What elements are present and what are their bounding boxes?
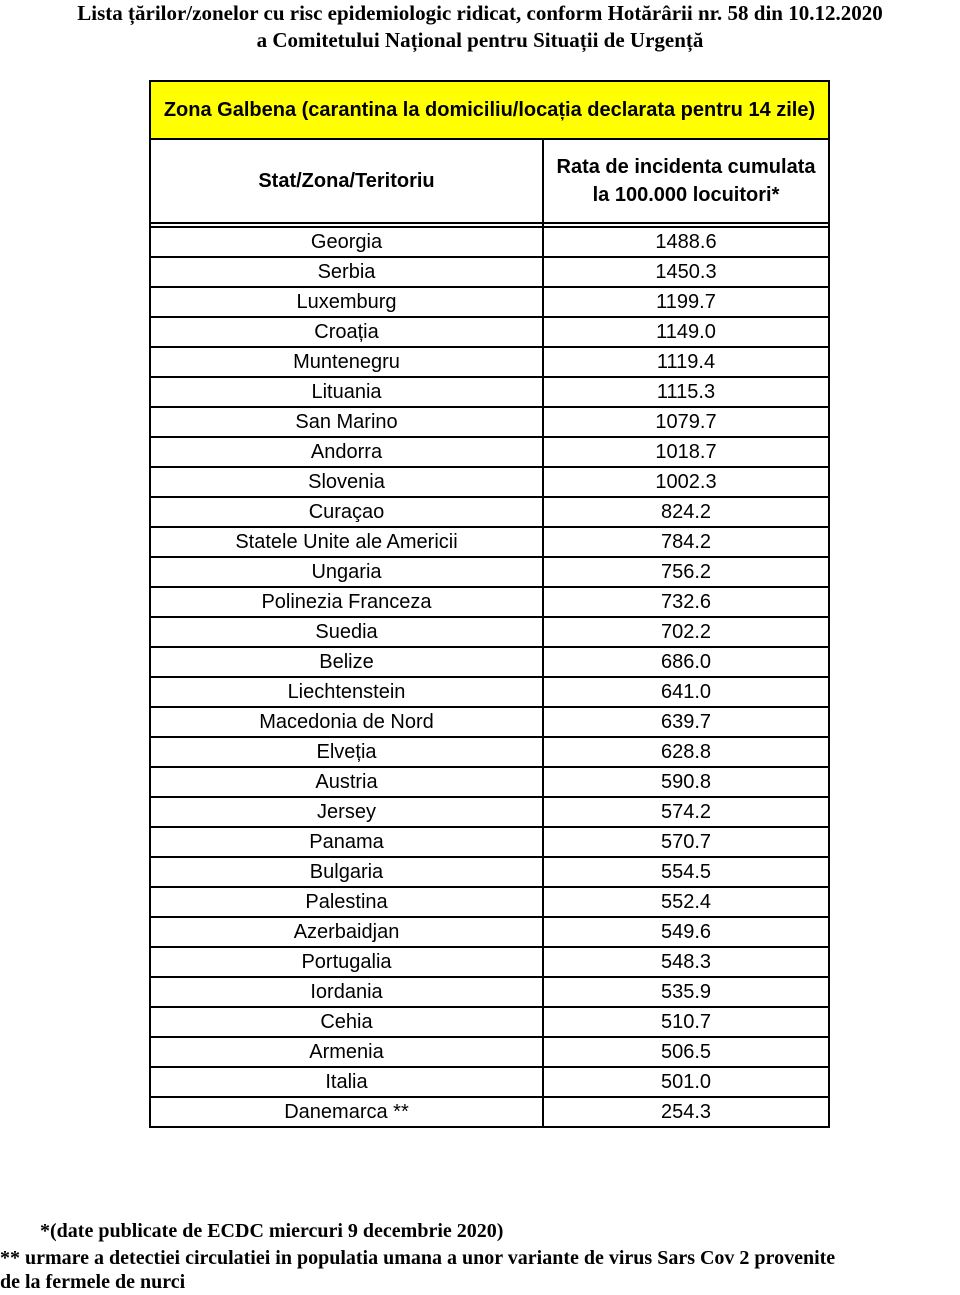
- country-cell: Cehia: [150, 1007, 543, 1037]
- rate-cell: 628.8: [543, 737, 829, 767]
- country-cell: Luxemburg: [150, 287, 543, 317]
- rate-cell: 1002.3: [543, 467, 829, 497]
- country-cell: Macedonia de Nord: [150, 707, 543, 737]
- country-cell: Polinezia Franceza: [150, 587, 543, 617]
- country-cell: Elveția: [150, 737, 543, 767]
- rate-cell: 501.0: [543, 1067, 829, 1097]
- table-row: [150, 647, 829, 677]
- rate-cell: 1450.3: [543, 257, 829, 287]
- table-row: [150, 857, 829, 887]
- table-row: [150, 467, 829, 497]
- country-cell: Panama: [150, 827, 543, 857]
- table-row: [150, 977, 829, 1007]
- country-cell: Georgia: [150, 227, 543, 257]
- footnote-mink-line-2: de la fermele de nurci: [0, 1271, 186, 1293]
- rate-cell: 824.2: [543, 497, 829, 527]
- rate-header-line-1: Rata de incidenta cumulata: [556, 156, 816, 178]
- table-row: [150, 347, 829, 377]
- country-cell: Croația: [150, 317, 543, 347]
- country-cell: Bulgaria: [150, 857, 543, 887]
- table-row: [150, 947, 829, 977]
- table-row: [150, 917, 829, 947]
- rate-cell: 1018.7: [543, 437, 829, 467]
- country-cell: Suedia: [150, 617, 543, 647]
- rate-cell: 548.3: [543, 947, 829, 977]
- rate-cell: 574.2: [543, 797, 829, 827]
- rate-cell: 549.6: [543, 917, 829, 947]
- rate-column-header: [543, 139, 829, 223]
- country-cell: Serbia: [150, 257, 543, 287]
- rate-cell: 641.0: [543, 677, 829, 707]
- rate-cell: 732.6: [543, 587, 829, 617]
- table-row: [150, 227, 829, 257]
- document-title-line-2: a Comitetului Național pentru Situații de Urgență: [256, 28, 704, 52]
- country-column-header: Stat/Zona/Teritoriu: [150, 139, 543, 223]
- table-row: [150, 1097, 829, 1127]
- country-cell: Ungaria: [150, 557, 543, 587]
- country-cell: Slovenia: [150, 467, 543, 497]
- rate-cell: 510.7: [543, 1007, 829, 1037]
- country-cell: Danemarca **: [150, 1097, 543, 1127]
- country-cell: Austria: [150, 767, 543, 797]
- country-cell: Belize: [150, 647, 543, 677]
- country-cell: Jersey: [150, 797, 543, 827]
- table-row: [150, 407, 829, 437]
- rate-cell: 686.0: [543, 647, 829, 677]
- table-row: [150, 437, 829, 467]
- rate-cell: 590.8: [543, 767, 829, 797]
- rate-cell: 784.2: [543, 527, 829, 557]
- table-row: [150, 1067, 829, 1097]
- table-row: [150, 677, 829, 707]
- table-row: [150, 497, 829, 527]
- rate-cell: 1115.3: [543, 377, 829, 407]
- table-row: [150, 317, 829, 347]
- country-cell: San Marino: [150, 407, 543, 437]
- rate-header-line-2: la 100.000 locuitori*: [592, 184, 780, 206]
- country-cell: Liechtenstein: [150, 677, 543, 707]
- table-row: [150, 1037, 829, 1067]
- rate-cell: 506.5: [543, 1037, 829, 1067]
- table-row: [150, 377, 829, 407]
- rate-cell: 554.5: [543, 857, 829, 887]
- footnote-ecdc: *(date publicate de ECDC miercuri 9 decembrie 2020): [40, 1220, 504, 1242]
- table-row: [150, 797, 829, 827]
- table-row: [150, 1007, 829, 1037]
- rate-cell: 1119.4: [543, 347, 829, 377]
- country-cell: Curaçao: [150, 497, 543, 527]
- country-cell: Muntenegru: [150, 347, 543, 377]
- rate-cell: 1079.7: [543, 407, 829, 437]
- rate-cell: 535.9: [543, 977, 829, 1007]
- rate-cell: 1199.7: [543, 287, 829, 317]
- table-row: [150, 557, 829, 587]
- rate-cell: 570.7: [543, 827, 829, 857]
- table-row: [150, 617, 829, 647]
- table-row: [150, 527, 829, 557]
- country-cell: Iordania: [150, 977, 543, 1007]
- rate-cell: 1488.6: [543, 227, 829, 257]
- table-row: [150, 257, 829, 287]
- table-row: [150, 887, 829, 917]
- country-cell: Azerbaidjan: [150, 917, 543, 947]
- country-cell: Andorra: [150, 437, 543, 467]
- yellow-zone-header: Zona Galbena (carantina la domiciliu/locația declarata pentru 14 zile): [150, 81, 829, 139]
- rate-cell: 639.7: [543, 707, 829, 737]
- footnote-mink-line-1: ** urmare a detectiei circulatiei in populatia umana a unor variante de virus Sars Cov 2 provenite: [0, 1247, 836, 1269]
- rate-cell: 1149.0: [543, 317, 829, 347]
- table-row: [150, 707, 829, 737]
- table-row: [150, 737, 829, 767]
- country-cell: Lituania: [150, 377, 543, 407]
- table-row: [150, 767, 829, 797]
- rate-cell: 552.4: [543, 887, 829, 917]
- country-cell: Statele Unite ale Americii: [150, 527, 543, 557]
- table-row: [150, 827, 829, 857]
- country-cell: Portugalia: [150, 947, 543, 977]
- table-row: [150, 287, 829, 317]
- document-title-line-1: Lista țărilor/zonelor cu risc epidemiologic ridicat, conform Hotărârii nr. 58 din 10.12.2020: [77, 1, 883, 25]
- country-cell: Armenia: [150, 1037, 543, 1067]
- country-cell: Italia: [150, 1067, 543, 1097]
- rate-cell: 254.3: [543, 1097, 829, 1127]
- table-row: [150, 587, 829, 617]
- rate-cell: 702.2: [543, 617, 829, 647]
- rate-cell: 756.2: [543, 557, 829, 587]
- country-cell: Palestina: [150, 887, 543, 917]
- incidence-table: [149, 80, 830, 1128]
